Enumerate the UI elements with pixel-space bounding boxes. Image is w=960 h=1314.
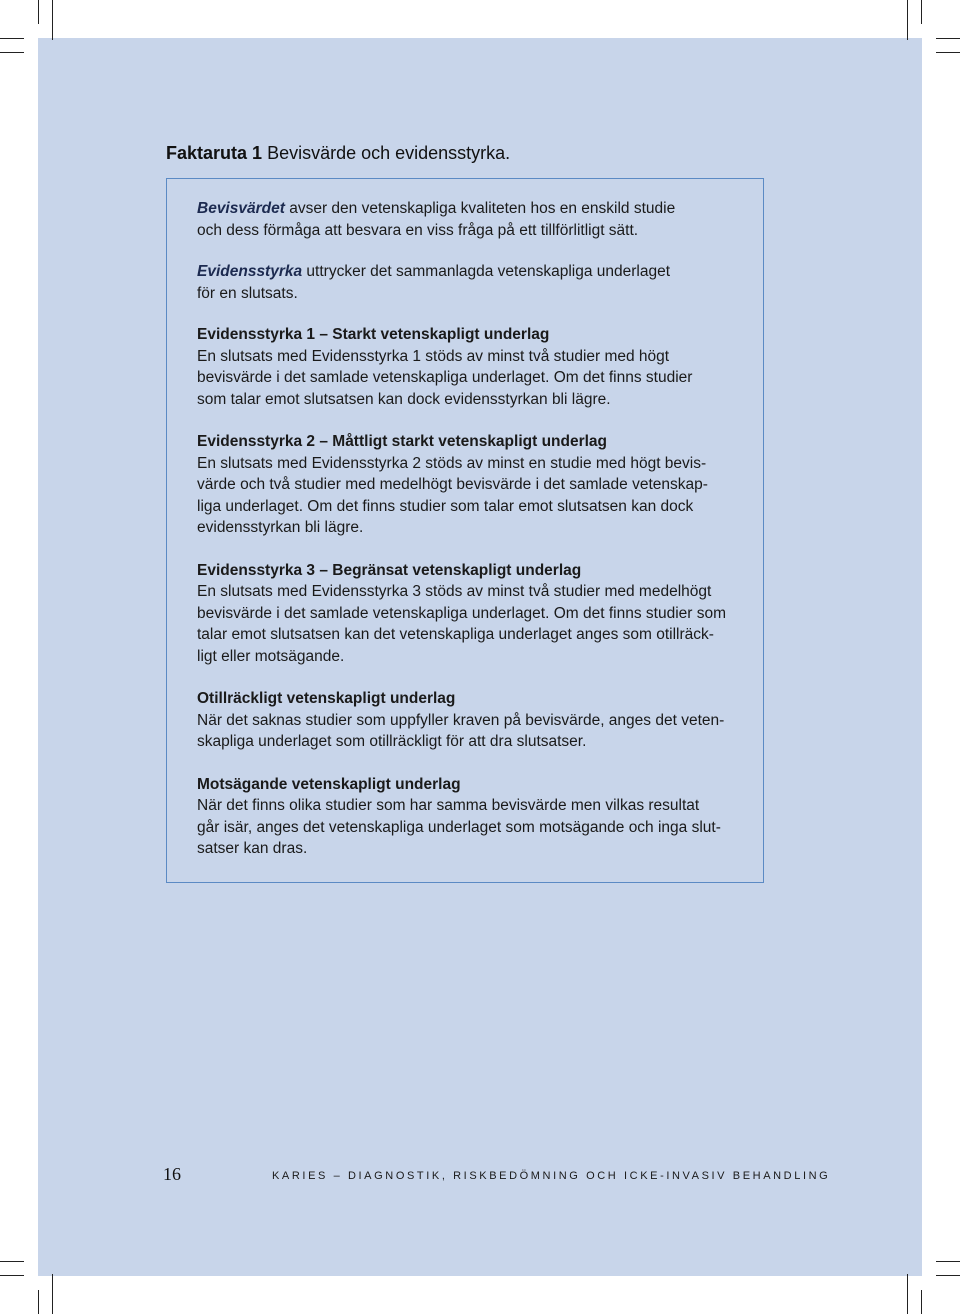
section-heading: Otillräckligt vetenskapligt underlag: [197, 690, 456, 707]
section-evidensstyrka-1: [197, 324, 742, 410]
crop-mark: [0, 52, 24, 53]
crop-mark: [0, 38, 24, 39]
faktaruta-label: Faktaruta 1: [166, 143, 263, 163]
faktaruta-title: [166, 143, 510, 164]
section-evidensstyrka-2: [197, 431, 742, 539]
page-footer: [163, 1164, 831, 1188]
section-heading: Evidensstyrka 3 – Begränsat vetenskapligt underlag: [197, 561, 582, 579]
section-heading: Motsägande vetenskapligt underlag: [197, 775, 461, 793]
section-evidensstyrka-3: [197, 560, 742, 668]
section-line: värde och två studier med medelhögt bevisvärde i det samlade vetenskap-: [197, 476, 708, 493]
section-line: En slutsats med Evidensstyrka 3 stöds av minst två studier med medelhögt: [197, 583, 712, 600]
section-otillrackligt: [197, 688, 742, 753]
crop-mark: [936, 1261, 960, 1262]
crop-mark: [936, 38, 960, 39]
term-evidensstyrka: Evidensstyrka: [197, 263, 303, 280]
faktaruta-heading: Bevisvärde och evidensstyrka.: [267, 143, 511, 163]
section-heading: Evidensstyrka 1 – Starkt vetenskapligt underlag: [197, 326, 550, 343]
intro-text: för en slutsats.: [197, 284, 298, 302]
section-line: När det finns olika studier som har samma bevisvärde men vilkas resultat: [197, 797, 700, 814]
intro-text: avser den vetenskapliga kvaliteten hos en enskild studie: [284, 200, 676, 217]
crop-mark: [921, 0, 922, 24]
section-line: talar emot slutsatsen kan det vetenskapliga underlaget anges som otillräck-: [197, 626, 714, 643]
intro-paragraph: [197, 261, 742, 304]
section-line: bevisvärde i det samlade vetenskapliga underlaget. Om det finns studier som: [197, 604, 727, 622]
section-line: liga underlaget. Om det finns studier som talar emot slutsatsen kan dock: [197, 497, 694, 515]
section-line: skapliga underlaget som otillräckligt för att dra slutsatser.: [197, 733, 587, 750]
page-number: 16: [163, 1164, 181, 1184]
crop-mark: [38, 1290, 39, 1314]
section-line: satser kan dras.: [197, 840, 308, 857]
section-line: evidensstyrkan bli lägre.: [197, 519, 364, 536]
crop-mark: [907, 1274, 908, 1314]
section-line: En slutsats med Evidensstyrka 1 stöds av minst två studier med högt: [197, 347, 670, 365]
section-motsagande: [197, 774, 742, 860]
crop-mark: [936, 52, 960, 53]
term-bevisvardet: Bevisvärdet: [197, 200, 285, 217]
crop-mark: [907, 0, 908, 40]
section-line: som talar emot slutsatsen kan dock evidensstyrkan bli lägre.: [197, 390, 611, 408]
section-heading: Evidensstyrka 2 – Måttligt starkt vetenskapligt underlag: [197, 433, 608, 450]
section-line: ligt eller motsägande.: [197, 647, 345, 665]
section-line: När det saknas studier som uppfyller kraven på bevisvärde, anges det veten-: [197, 711, 725, 729]
intro-text: uttrycker det sammanlagda vetenskapliga underlaget: [302, 263, 671, 280]
section-line: går isär, anges det vetenskapliga underlaget som motsägande och inga slut-: [197, 818, 721, 836]
crop-mark: [936, 1275, 960, 1276]
intro-text: och dess förmåga att besvara en viss fråga på ett tillförlitligt sätt.: [197, 221, 639, 239]
crop-mark: [52, 1274, 53, 1314]
running-title: KARIES – DIAGNOSTIK, RISKBEDÖMNING OCH ICKE-INVASIV BEHANDLING: [272, 1170, 831, 1182]
crop-mark: [52, 0, 53, 40]
crop-mark: [0, 1275, 24, 1276]
crop-mark: [921, 1290, 922, 1314]
crop-mark: [0, 1261, 24, 1262]
crop-mark: [38, 0, 39, 24]
intro-paragraph: [197, 198, 742, 241]
fact-box-content: [197, 198, 742, 860]
section-line: bevisvärde i det samlade vetenskapliga underlaget. Om det finns studier: [197, 369, 693, 386]
section-line: En slutsats med Evidensstyrka 2 stöds av minst en studie med högt bevis-: [197, 454, 707, 472]
